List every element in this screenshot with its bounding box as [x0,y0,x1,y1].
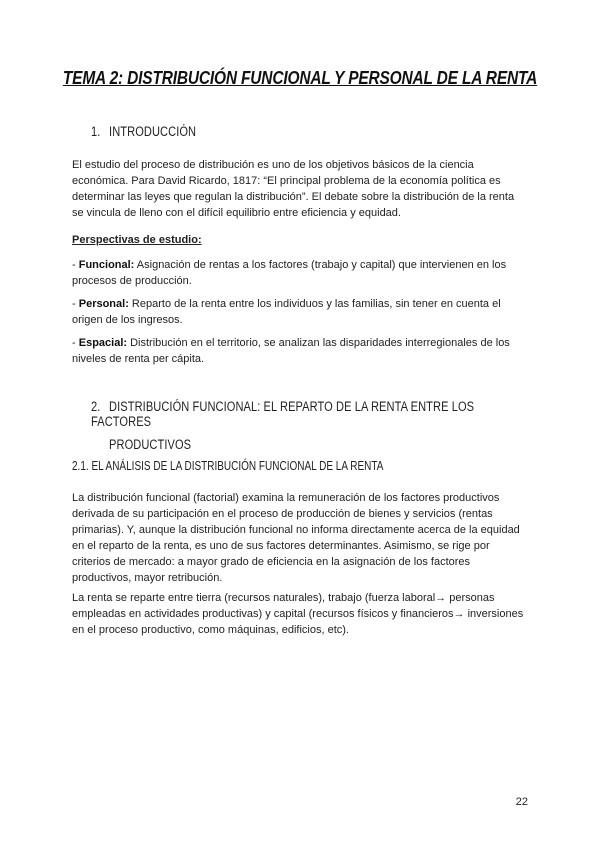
perspective-item [72,296,528,328]
perspective-item [72,335,528,367]
perspectives-heading [72,232,528,248]
perspective-text: Distribución en el territorio, se analizan las disparidades interregionales de los niveles de renta per cápita. [72,337,510,365]
section-2-heading-line1: DISTRIBUCIÓN FUNCIONAL: EL REPARTO DE LA RENTA ENTRE LOS FACTORES [91,399,475,429]
page-title: TEMA 2: DISTRIBUCIÓN FUNCIONAL Y PERSONAL DE LA RENTA [62,68,538,88]
section-1-heading-text: INTRODUCCIÓN [109,124,197,139]
perspective-item [72,257,528,289]
perspectives-heading-text: Perspectivas de estudio: [72,234,202,246]
perspective-dash: - [72,298,79,310]
section-2-number: 2. [91,399,101,414]
subsection-paragraph-1: La distribución funcional (factorial) examina la remuneración de los factores productivos derivada de su participación en el proceso de producción de bienes y servicios (rentas primarias). Y, aunque la distribución funcional no informa directamente acerca de la equidad en el reparto de la renta, es uno de sus factores determinantes. Asimismo, se rige por criterios de mercado: a mayor grado de eficiencia en la asignación de los factores productivos, mayor retribución. [72,492,520,584]
subsection-paragraph-2: La renta se reparte entre tierra (recursos naturales), trabajo (fuerza laboral→ personas empleadas en actividades productivas) y capital (recursos físicos y financieros→ inversiones en el proceso productivo, como máquinas, edificios, etc). [72,592,524,636]
perspective-term: Personal: [78,298,129,310]
intro-paragraph: El estudio del proceso de distribución es uno de los objetivos básicos de la ciencia económica. Para David Ricardo, 1817: “El principal problema de la economía política es determinar las leyes que regulan la distribución”. El debate sobre la distribución de la renta se vincula de lleno con el difícil equilibrio entre eficiencia y equidad. [72,159,515,219]
section-2-heading [91,399,534,452]
subsection-2-1-heading: 2.1. EL ANÁLISIS DE LA DISTRIBUCIÓN FUNCIONAL DE LA RENTA [72,459,384,473]
section-2-heading-line2: PRODUCTIVOS [109,437,192,452]
perspective-text: Reparto de la renta entre los individuos y las familias, sin tener en cuenta el origen de los ingresos. [72,298,501,326]
perspective-term: Espacial: [78,337,128,349]
perspective-term: Funcional: [78,259,135,271]
perspective-dash: - [72,337,79,349]
section-1-heading [91,124,196,139]
section-1-number: 1. [91,124,101,139]
perspective-dash: - [72,259,79,271]
perspective-text: Asignación de rentas a los factores (trabajo y capital) que intervienen en los procesos de producción. [72,259,507,287]
page-number: 22 [515,796,528,808]
